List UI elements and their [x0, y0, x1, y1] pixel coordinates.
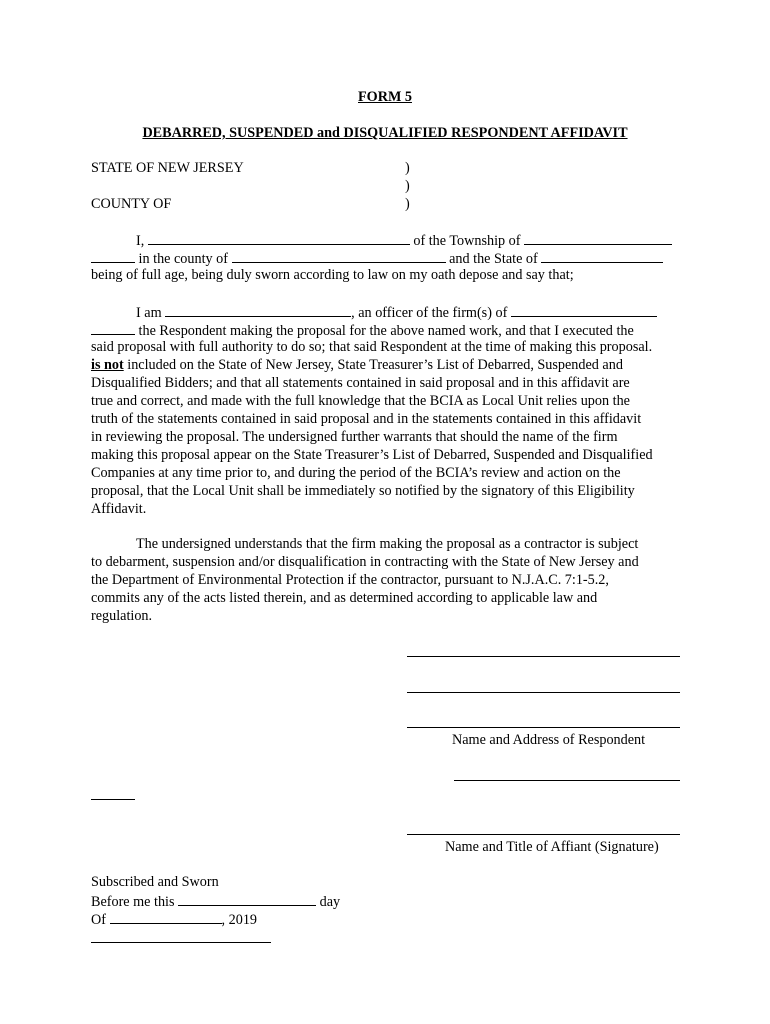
- venue-state: STATE OF NEW JERSEY: [91, 160, 244, 176]
- para2-line2: [91, 321, 634, 341]
- para3-line2: to debarment, suspension and/or disqualification in contracting with the State of New Jersey and: [91, 554, 639, 570]
- officer-name-blank[interactable]: [165, 303, 351, 317]
- para1-i: I,: [136, 233, 145, 249]
- para3-line3: the Department of Environmental Protection if the contractor, pursuant to N.J.A.C. 7:1-5.2,: [91, 572, 609, 588]
- para2-line11: proposal, that the Local Unit shall be immediately so notified by the signatory of this Eligibility: [91, 483, 635, 499]
- form-number: FORM 5: [358, 89, 412, 105]
- state-blank[interactable]: [541, 249, 663, 263]
- para2-line6: true and correct, and made with the full knowledge that the BCIA as Local Unit relies upon the: [91, 393, 630, 409]
- jurat-line1: Subscribed and Sworn: [91, 874, 219, 890]
- para2-officer: , an officer of the firm(s) of: [351, 305, 508, 321]
- township-blank-cont[interactable]: [91, 249, 135, 263]
- venue-paren-1: ): [405, 160, 410, 176]
- respondent-line-1[interactable]: [407, 656, 680, 657]
- para1-line2: [91, 249, 663, 269]
- jurat-line2: [91, 892, 340, 912]
- para3-line1: The undersigned understands that the firm making the proposal as a contractor is subject: [136, 536, 639, 552]
- para2-i-am: I am: [136, 305, 162, 321]
- jurat-day: day: [319, 894, 341, 910]
- jurat-month-blank[interactable]: [110, 910, 222, 924]
- is-not-emphasis: is not: [91, 357, 124, 373]
- para1-in-county: in the county of: [138, 251, 228, 267]
- respondent-line-3[interactable]: [407, 727, 680, 728]
- affiant-extra-line[interactable]: [454, 780, 680, 781]
- para1-township: of the Township of: [413, 233, 521, 249]
- jurat-day-blank[interactable]: [178, 892, 316, 906]
- para2-line12: Affidavit.: [91, 501, 147, 517]
- para2-line7: truth of the statements contained in said proposal and in the statements contained in this affidavit: [91, 411, 642, 427]
- para3-line4: commits any of the acts listed therein, and as determined according to applicable law and: [91, 590, 598, 606]
- form-title: DEBARRED, SUSPENDED and DISQUALIFIED RESPONDENT AFFIDAVIT: [142, 125, 628, 141]
- para1-state-of: and the State of: [449, 251, 538, 267]
- jurat-of: Of: [91, 912, 106, 928]
- para2-line8: in reviewing the proposal. The undersigned further warrants that should the name of the firm: [91, 429, 618, 445]
- venue-paren-2: ): [405, 178, 410, 194]
- para2-line2-text: the Respondent making the proposal for the above named work, and that I executed the: [138, 323, 634, 339]
- affiant-signature-line[interactable]: [407, 834, 680, 835]
- para2-line1: [136, 303, 657, 323]
- firm-blank[interactable]: [511, 303, 657, 317]
- para1-line3: being of full age, being duly sworn according to law on my oath depose and say that;: [91, 267, 574, 283]
- para2-line9: making this proposal appear on the State Treasurer’s List of Debarred, Suspended and Disqualified: [91, 447, 653, 463]
- jurat-year: , 2019: [221, 912, 257, 928]
- firm-blank-cont[interactable]: [91, 321, 135, 335]
- para2-line5: Disqualified Bidders; and that all statements contained in said proposal and in this affidavit are: [91, 375, 630, 391]
- affiant-label: Name and Title of Affiant (Signature): [445, 839, 659, 855]
- respondent-label: Name and Address of Respondent: [452, 732, 646, 748]
- respondent-line-2[interactable]: [407, 692, 680, 693]
- affiant-name-blank[interactable]: [148, 231, 410, 245]
- township-blank[interactable]: [524, 231, 672, 245]
- left-short-line[interactable]: [91, 799, 135, 800]
- notary-signature-line[interactable]: [91, 942, 271, 943]
- jurat-line3: [91, 910, 257, 930]
- para3-line5: regulation.: [91, 608, 153, 624]
- para2-line4: [91, 357, 623, 375]
- para2-line4-rest: included on the State of New Jersey, State Treasurer’s List of Debarred, Suspended and: [123, 357, 623, 373]
- venue-paren-3: ): [405, 196, 410, 212]
- para2-line3: said proposal with full authority to do so; that said Respondent at the time of making this proposal.: [91, 339, 653, 355]
- jurat-before-me: Before me this: [91, 894, 175, 910]
- county-blank[interactable]: [232, 249, 446, 263]
- venue-county: COUNTY OF: [91, 196, 172, 212]
- para2-line10: Companies at any time prior to, and during the period of the BCIA’s review and action on the: [91, 465, 621, 481]
- para1-line1: [136, 231, 672, 251]
